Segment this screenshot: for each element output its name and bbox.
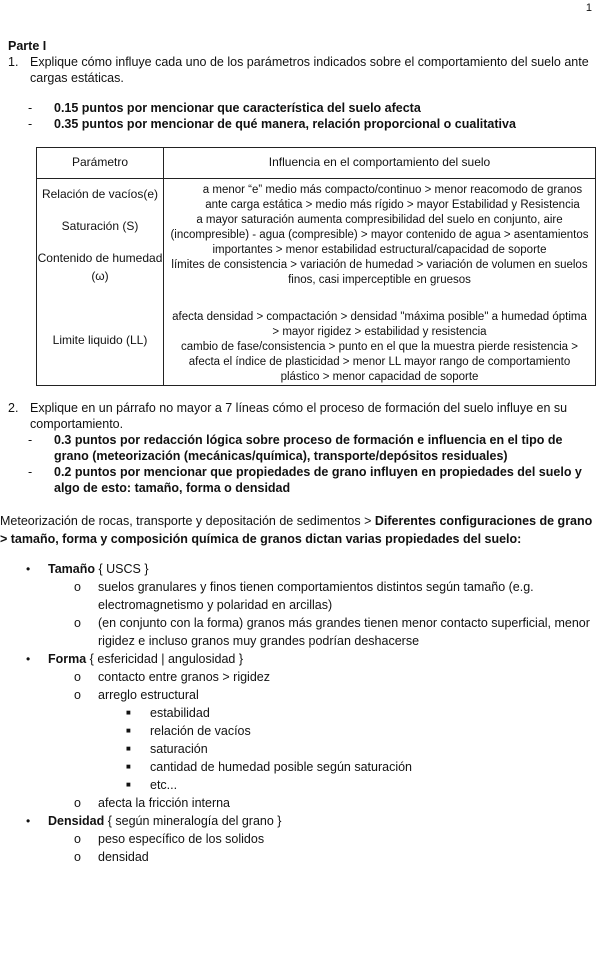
influence-saturation: a mayor saturación aumenta compresibilidad del suelo en conjunto, aire (incompresible) - agua (compresible) > mayor contenido de agua > asentamientos importantes > menor estabilidad estructural/capacidad de soporte — [170, 214, 589, 256]
size-item: (en conjunto con la forma) granos más grandes tienen menor contacto superficial, menor rigidez e incluso granos muy grandes podrían deshacerse — [98, 616, 590, 648]
shape-sub-item: cantidad de humedad posible según saturación — [150, 760, 412, 774]
q1-criterion-text: 0.15 puntos por mencionar que característica del suelo afecta — [54, 101, 421, 115]
shape-label: Forma — [48, 652, 87, 666]
q2-criterion-text: 0.3 puntos por redacción lógica sobre proceso de formación e influencia en el tipo de grano (meteorización (mecánicas/química), transporte/depósitos residuales) — [54, 433, 563, 463]
q1-criterion-text: 0.35 puntos por mencionar de qué manera, relación proporcional o cualitativa — [54, 117, 516, 131]
influence-cell — [164, 179, 596, 386]
document-body — [0, 38, 594, 866]
question-1-text: Explique cómo influye cada uno de los parámetros indicados sobre el comportamiento del suelo ante cargas estáticas. — [30, 55, 589, 85]
influence-void-ratio: a menor “e” medio más compacto/continuo > menor reacomodo de granos ante carga estática > medio más rígido > mayor Estabilidad y Resistencia — [202, 184, 583, 211]
list-item: o contacto entre granos > rigidez — [74, 670, 270, 684]
answer-bullets — [8, 560, 594, 866]
density-item: densidad — [98, 850, 149, 864]
table-row — [37, 179, 596, 386]
bullet-icon: • — [26, 814, 31, 828]
list-item — [126, 704, 594, 722]
question-2-text: Explique en un párrafo no mayor a 7 líneas cómo el proceso de formación del suelo influye en su comportamiento. — [30, 401, 568, 431]
shape-sub-item: estabilidad — [150, 706, 210, 720]
square-bullet-icon: ■ — [126, 762, 131, 771]
question-2 — [8, 400, 594, 432]
bullet-icon: • — [26, 562, 31, 576]
shape-item: arreglo estructural — [98, 688, 199, 702]
density-note: { según mineralogía del grano } — [104, 814, 282, 828]
list-item — [26, 560, 594, 578]
q1-criterion: - 0.35 puntos por mencionar de qué manera, relación proporcional o cualitativa — [28, 117, 516, 131]
question-1-number: 1. — [8, 55, 19, 69]
parameter-cell — [37, 179, 164, 386]
list-item: o densidad — [74, 850, 149, 864]
q2-criterion: - 0.3 puntos por redacción lógica sobre proceso de formación e influencia en el tipo de grano (meteorización (mecánicas/química), transporte/depósitos residuales) — [28, 432, 594, 464]
header-influence: Influencia en el comportamiento del suelo — [164, 148, 596, 179]
square-bullet-icon: ■ — [126, 744, 131, 753]
shape-note: { esfericidad | angulosidad } — [86, 652, 244, 666]
list-item: o suelos granulares y finos tienen comportamientos distintos según tamaño (e.g. electromagnetismo y polaridad en arcillas) — [74, 578, 594, 614]
param-liquid-limit: Limite liquido (LL) — [52, 333, 148, 347]
param-saturation: Saturación (S) — [61, 219, 139, 233]
answer-intro — [0, 512, 594, 548]
table-header-row — [37, 148, 596, 179]
size-label: Tamaño — [48, 562, 95, 576]
size-item: suelos granulares y finos tienen comportamientos distintos según tamaño (e.g. electromagnetismo y polaridad en arcillas) — [98, 580, 534, 612]
square-bullet-icon: ■ — [126, 726, 131, 735]
influence-moisture: límites de consistencia > variación de humedad > variación de volumen en suelos finos, casi imperceptible en gruesos — [171, 259, 588, 286]
q2-criterion: - 0.2 puntos por mencionar que propiedades de grano influyen en propiedades del suelo y algo de esto: tamaño, forma o densidad — [28, 464, 594, 496]
influence-moisture-compaction: afecta densidad > compactación > densidad "máxima posible" a humedad óptima > mayor rigidez > estabilidad y resistencia — [172, 311, 587, 338]
list-item — [126, 722, 594, 740]
q2-criterion-text: 0.2 puntos por mencionar que propiedades de grano influyen en propiedades del suelo y algo de esto: tamaño, forma o densidad — [54, 465, 582, 495]
square-bullet-icon: ■ — [126, 708, 131, 717]
param-void-ratio: Relación de vacíos(e) — [41, 187, 159, 201]
answer-intro-normal: Meteorización de rocas, transporte y depositación de sedimentos > — [0, 514, 375, 528]
list-item — [26, 812, 594, 830]
density-item: peso específico de los solidos — [98, 832, 265, 846]
shape-sub-item: etc... — [150, 778, 178, 792]
page-number: 1 — [585, 2, 592, 14]
shape-item: contacto entre granos > rigidez — [98, 670, 270, 684]
shape-sub-item: relación de vacíos — [150, 724, 251, 738]
influence-liquid-limit: cambio de fase/consistencia > punto en el que la muestra pierde resistencia > afecta el índice de plasticidad > menor LL mayor rango de comportamiento plástico > menor capacidad de soporte — [181, 341, 578, 383]
list-item — [126, 776, 594, 794]
q1-criterion: - 0.15 puntos por mencionar que característica del suelo afecta — [28, 101, 421, 115]
list-item — [126, 758, 594, 776]
shape-sub-item: saturación — [150, 742, 208, 756]
size-note: { USCS } — [95, 562, 149, 576]
list-item: o afecta la fricción interna — [74, 796, 231, 810]
bullet-icon: • — [26, 652, 31, 666]
list-item: o arreglo estructural — [74, 688, 199, 702]
param-moisture: Contenido de humedad (ω) — [37, 251, 163, 283]
list-item: o peso específico de los solidos — [74, 832, 265, 846]
list-item — [26, 650, 594, 668]
question-1 — [8, 54, 594, 86]
header-parameter: Parámetro — [37, 148, 164, 179]
density-label: Densidad — [48, 814, 105, 828]
answer-intro-bold: Diferentes configuraciones de grano > tamaño, forma y composición química de granos dictan varias propiedades del suelo: — [0, 514, 593, 546]
list-item — [126, 740, 594, 758]
parameters-table — [36, 147, 596, 386]
list-item: o (en conjunto con la forma) granos más grandes tienen menor contacto superficial, menor rigidez e incluso granos muy grandes podrían deshacerse — [74, 614, 594, 650]
question-2-number: 2. — [8, 401, 19, 415]
shape-item: afecta la fricción interna — [98, 796, 231, 810]
part-title: Parte I — [8, 39, 47, 53]
square-bullet-icon: ■ — [126, 780, 131, 789]
